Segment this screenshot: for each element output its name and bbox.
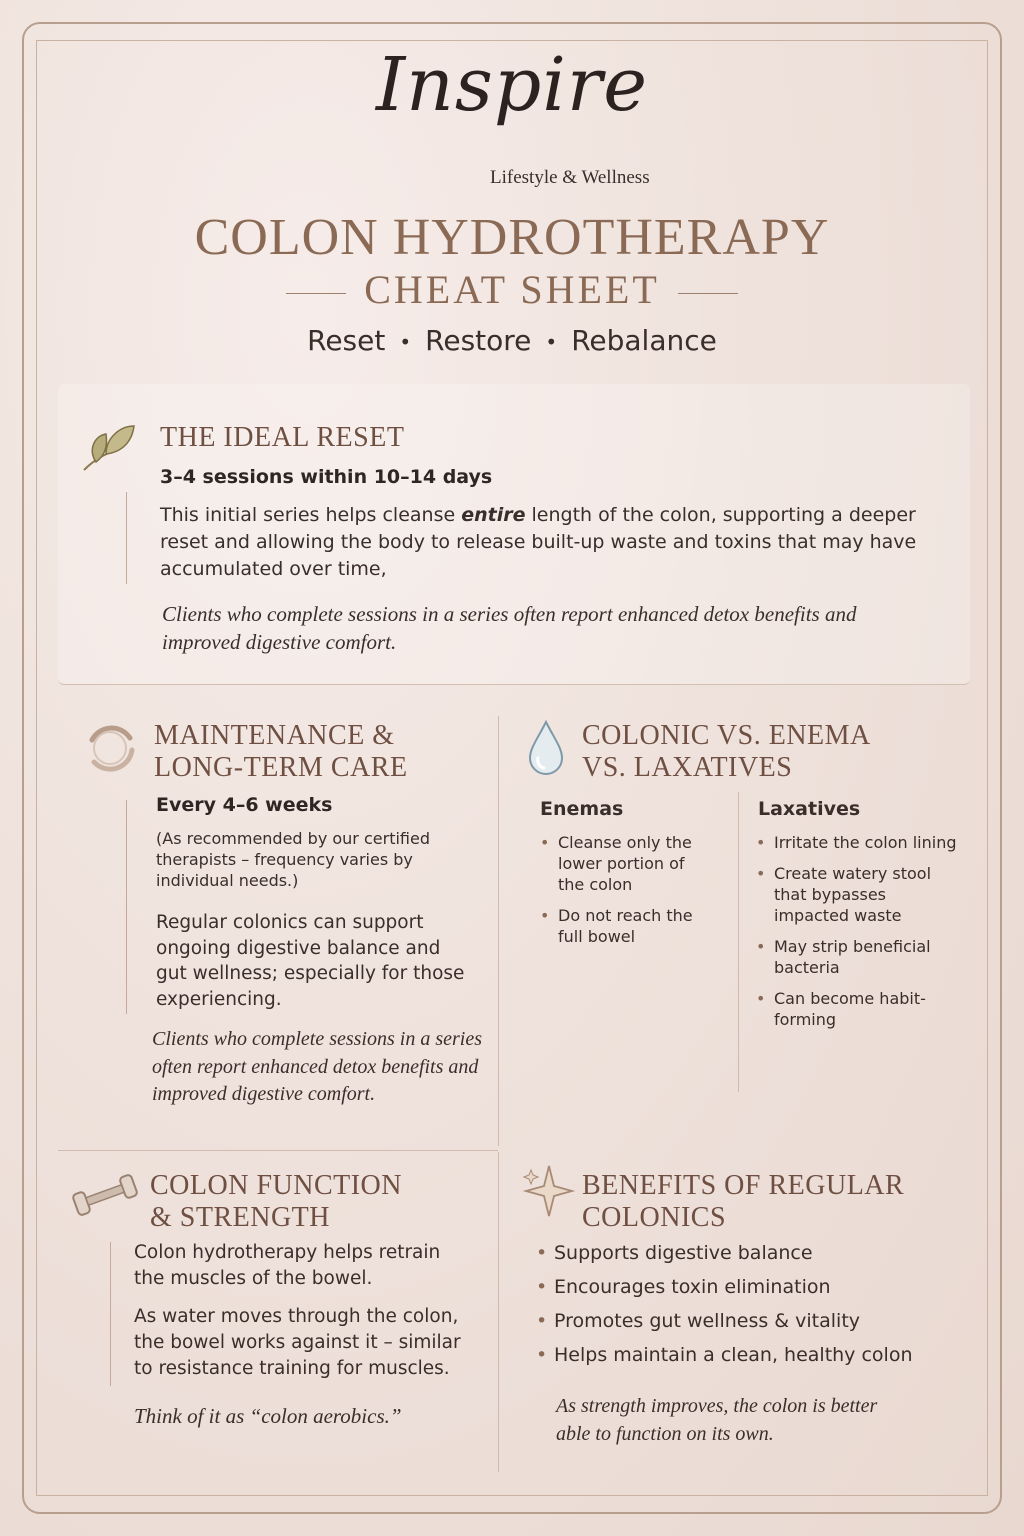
function-rule bbox=[110, 1242, 111, 1386]
tagline-rebalance: Rebalance bbox=[571, 324, 717, 357]
list-item: • Promotes gut wellness & vitality bbox=[536, 1304, 956, 1338]
sparkle-icon bbox=[522, 1162, 576, 1220]
heading-line: COLONICS bbox=[582, 1202, 727, 1233]
ideal-reset-quote: Clients who complete sessions in a series often report enhanced detox benefits and improved digestive comfort. bbox=[162, 602, 857, 654]
list-item: • Encourages toxin elimination bbox=[536, 1270, 956, 1304]
function-heading bbox=[150, 1170, 402, 1234]
heading-line: & STRENGTH bbox=[150, 1202, 330, 1233]
tagline-dot: • bbox=[545, 330, 558, 354]
list-item: • Supports digestive balance bbox=[536, 1236, 956, 1270]
dumbbell-icon bbox=[70, 1170, 140, 1220]
maintenance-note: (As recommended by our certified therapists – frequency varies by individual needs.) bbox=[156, 829, 430, 890]
list-item: • Create watery stool that bypasses impacted waste bbox=[756, 863, 961, 926]
body-emphasis: entire bbox=[461, 504, 526, 526]
comparison-divider bbox=[738, 792, 739, 1092]
page-title: COLON HYDROTHERAPY bbox=[194, 209, 830, 266]
list-item: • May strip beneficial bacteria bbox=[756, 936, 961, 978]
laxatives-heading: Laxatives bbox=[758, 798, 861, 820]
function-quote: Think of it as “colon aerobics.” bbox=[134, 1404, 402, 1428]
benefits-quote: As strength improves, the colon is better able to function on its own. bbox=[556, 1395, 878, 1445]
ideal-reset-body bbox=[160, 502, 930, 583]
heading-line: COLON FUNCTION bbox=[150, 1170, 402, 1201]
row-divider-left bbox=[58, 1150, 498, 1151]
heading-line: VS. LAXATIVES bbox=[582, 752, 793, 783]
column-divider-top bbox=[498, 716, 499, 1146]
list-item: • Can become habit-forming bbox=[756, 988, 961, 1030]
heading-line: MAINTENANCE & bbox=[154, 720, 395, 751]
subtitle-text: CHEAT SHEET bbox=[364, 267, 660, 312]
logo-script: Inspire bbox=[375, 42, 649, 128]
list-item: • Irritate the colon lining bbox=[756, 832, 961, 853]
enemas-heading: Enemas bbox=[540, 798, 624, 820]
benefits-list bbox=[536, 1236, 956, 1372]
maintenance-rule bbox=[126, 800, 127, 1014]
subtitle-dash-left bbox=[286, 293, 346, 294]
tagline bbox=[0, 324, 1024, 357]
maintenance-heading bbox=[154, 720, 408, 784]
ideal-reset-sessions: 3–4 sessions within 10–14 days bbox=[160, 466, 493, 488]
subtitle-dash-right bbox=[678, 293, 738, 294]
leaf-icon bbox=[76, 414, 140, 478]
comparison-heading bbox=[582, 720, 871, 784]
heading-line: BENEFITS OF REGULAR bbox=[582, 1170, 905, 1201]
body-text: length of the colon, supporting a deeper reset and allowing the body to release built-up waste and toxins that may have accumulated over time, bbox=[160, 504, 917, 580]
column-divider-bottom bbox=[498, 1152, 499, 1472]
enemas-list bbox=[540, 832, 710, 947]
list-item: • Helps maintain a clean, healthy colon bbox=[536, 1338, 956, 1372]
page-subtitle bbox=[0, 266, 1024, 313]
maintenance-frequency: Every 4–6 weeks bbox=[156, 794, 333, 816]
ideal-reset-rule bbox=[126, 492, 127, 584]
heading-line: LONG-TERM CARE bbox=[154, 752, 408, 783]
body-text: This initial series helps cleanse bbox=[160, 504, 462, 526]
list-item: • Cleanse only the lower portion of the colon bbox=[540, 832, 710, 895]
ideal-reset-heading: THE IDEAL RESET bbox=[160, 422, 405, 453]
list-item: • Do not reach the full bowel bbox=[540, 905, 710, 947]
water-drop-icon bbox=[522, 716, 570, 780]
laxatives-list bbox=[756, 832, 961, 1030]
maintenance-body: Regular colonics can support ongoing digestive balance and gut wellness; especially for those experiencing. bbox=[156, 912, 465, 1010]
tagline-reset: Reset bbox=[307, 324, 386, 357]
maintenance-quote: Clients who complete sessions in a series often report enhanced detox benefits and improved digestive comfort. bbox=[152, 1028, 482, 1105]
tagline-dot: • bbox=[399, 330, 412, 354]
heading-line: COLONIC VS. ENEMA bbox=[582, 720, 871, 751]
circle-swirl-icon bbox=[78, 716, 142, 780]
function-p1: Colon hydrotherapy helps retrain the muscles of the bowel. bbox=[134, 1242, 441, 1289]
benefits-heading bbox=[582, 1170, 904, 1234]
logo-subtitle: Lifestyle & Wellness bbox=[490, 167, 650, 188]
function-p2: As water moves through the colon, the bowel works against it – similar to resistance training for muscles. bbox=[134, 1306, 461, 1379]
tagline-restore: Restore bbox=[425, 324, 532, 357]
